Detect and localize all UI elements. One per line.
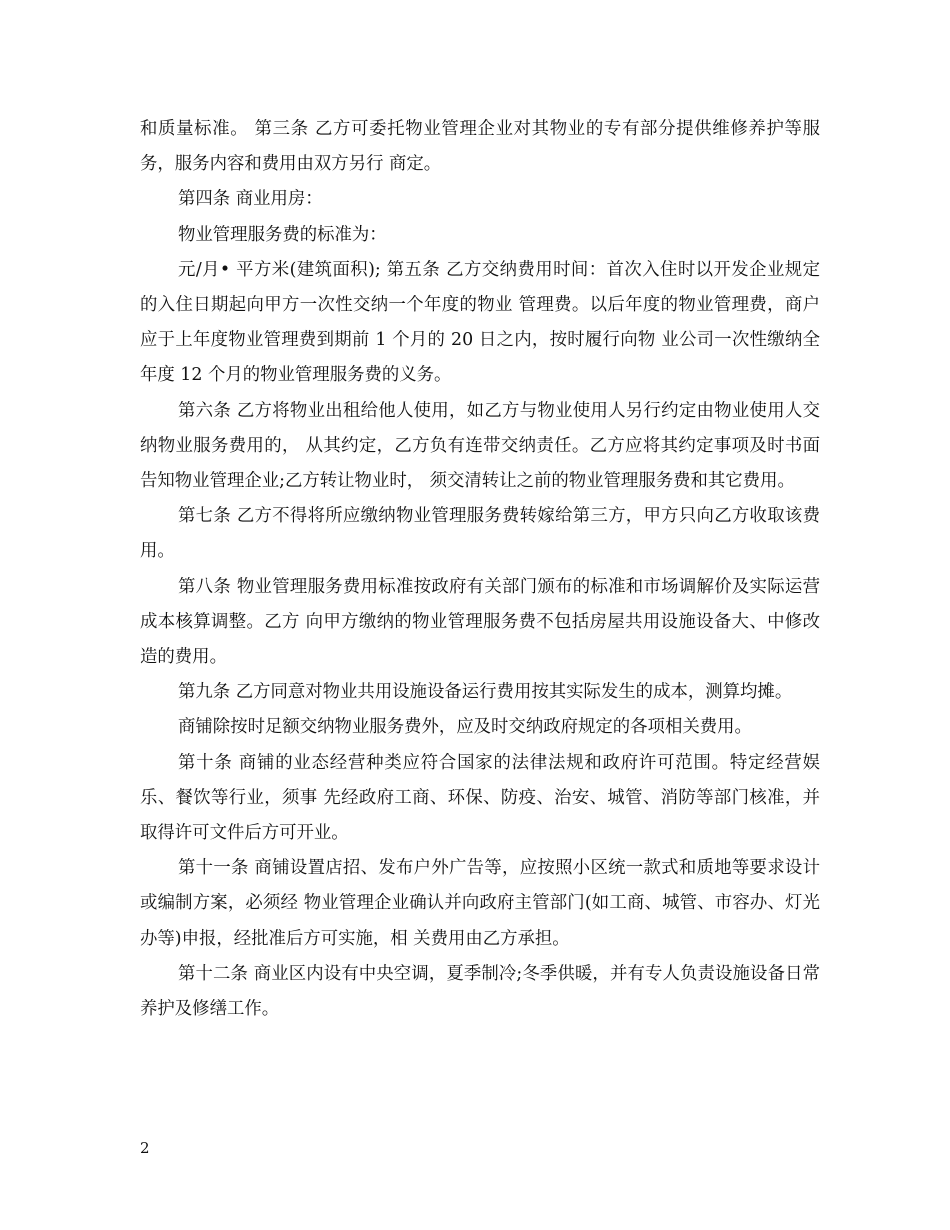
page-number: 2 [140, 1139, 150, 1157]
contract-body [140, 112, 820, 1027]
paragraph-clause-10: 第十条 商铺的业态经营种类应符合国家的法律法规和政府许可范围。特定经营娱乐、餐饮等行业，须事 先经政府工商、环保、防疫、治安、城管、消防等部门核准，并取得许可文件后方可开业。 [140, 752, 820, 844]
paragraph-clause-6: 第六条 乙方将物业出租给他人使用，如乙方与物业使用人另行约定由物业使用人交纳物业服务费用的， 从其约定，乙方负有连带交纳责任。乙方应将其约定事项及时书面告知物业管理企业;乙方转让物业时， 须交清转让之前的物业管理服务费和其它费用。 [140, 400, 820, 492]
paragraph-clause-3: 和质量标准。 第三条 乙方可委托物业管理企业对其物业的专有部分提供维修养护等服务，服务内容和费用由双方另行 商定。 [140, 119, 820, 175]
paragraph-clause-9: 第九条 乙方同意对物业共用设施设备运行费用按其实际发生的成本，测算均摊。 [178, 682, 793, 703]
paragraph-clause-4-heading: 第四条 商业用房： [178, 189, 323, 210]
paragraph-clause-12: 第十二条 商业区内设有中央空调，夏季制冷;冬季供暖，并有专人负责设施设备日常养护及修缮工作。 [140, 963, 820, 1020]
paragraph-fee-standard: 物业管理服务费的标准为： [178, 224, 387, 245]
paragraph-clause-11: 第十一条 商铺设置店招、发布户外广告等，应按照小区统一款式和质地等要求设计或编制方案，必须经 物业管理企业确认并向政府主管部门(如工商、城管、市容办、灯光办等)申报，经批准后方可实施，相 关费用由乙方承担。 [140, 858, 820, 949]
paragraph-clause-7: 第七条 乙方不得将所应缴纳物业管理服务费转嫁给第三方，甲方只向乙方收取该费用。 [140, 506, 820, 562]
paragraph-clause-5: 元/月• 平方米(建筑面积); 第五条 乙方交纳费用时间：首次入住时以开发企业规定的入住日期起向甲方一次性交纳一个年度的物业 管理费。以后年度的物业管理费，商户应于上年度物业管理费到期前 1 个月的 20 日之内，按时履行向物 业公司一次性缴纳全年度 12 个月的物业管理服务费的义务。 [140, 259, 820, 386]
paragraph-clause-8: 第八条 物业管理服务费用标准按政府有关部门颁布的标准和市场调解价及实际运营成本核算调整。乙方 向甲方缴纳的物业管理服务费不包括房屋共用设施设备大、中修改造的费用。 [140, 576, 820, 668]
paragraph-shop-fees: 商铺除按时足额交纳物业服务费外，应及时交纳政府规定的各项相关费用。 [178, 717, 752, 738]
